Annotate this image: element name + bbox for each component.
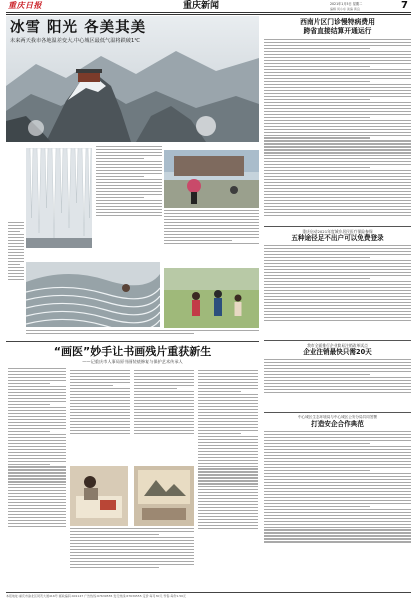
right-story-4-kicker: 中心城区生态环境局与中心城区公安分局共同签署 bbox=[297, 415, 378, 419]
right-story-3-headline: 企业注销最快只需20天 bbox=[303, 348, 372, 356]
caption-photos bbox=[26, 330, 259, 340]
right-story-4-body bbox=[264, 431, 411, 589]
paper-logo: 重庆日报 bbox=[8, 1, 42, 10]
icicle-photo bbox=[26, 148, 92, 248]
right-divider-3 bbox=[264, 412, 411, 413]
right-story-2-headline: 五种途径足不出户可以免费登录 bbox=[291, 234, 384, 242]
footer-rule bbox=[6, 592, 411, 593]
right-story-4 bbox=[264, 415, 411, 591]
footer-text: 本报地址:重庆市渝北区同茂大道416号 邮政编码:401147 广告热线:67639555 发行热线:67639555 定价:每月30元 零售:每份1.50元 bbox=[6, 593, 187, 598]
feature-col-2 bbox=[70, 370, 130, 462]
feature-header bbox=[6, 345, 259, 365]
family-photo bbox=[164, 268, 259, 328]
lead-headline-block bbox=[10, 20, 250, 45]
right-story-1-headline-line1: 西南片区门诊慢特病费用 bbox=[300, 18, 375, 26]
feature-headline: “画医”妙手让书画残片重获新生 bbox=[53, 345, 212, 358]
restorer-photo-2 bbox=[134, 466, 194, 526]
issue-date: 2021年1月5日 星期二 bbox=[330, 2, 363, 6]
feature-col-3 bbox=[134, 370, 194, 462]
masthead bbox=[0, 0, 417, 12]
right-story-2-kicker: 重庆启动2021年度城乡居民医疗保险参保 bbox=[302, 229, 373, 234]
lead-subhead: 未来两天我市各地温差变大,中心城区最低气温将跌破1℃ bbox=[10, 38, 141, 44]
page-number: 7 bbox=[401, 0, 408, 11]
right-divider-2 bbox=[264, 340, 411, 341]
caption-middle bbox=[164, 210, 259, 265]
caption-left bbox=[8, 222, 24, 318]
right-story-3-body bbox=[264, 359, 411, 407]
lead-body-col bbox=[96, 146, 162, 226]
feature-photo-caption bbox=[70, 528, 194, 588]
right-story-3-kicker: 我市全面推行企业简易注销改革试点 bbox=[307, 343, 368, 348]
feature-divider bbox=[6, 341, 259, 342]
right-story-1 bbox=[264, 18, 411, 224]
right-story-2 bbox=[264, 229, 411, 337]
lead-headline: 冰雪 阳光 各美其美 bbox=[10, 20, 147, 36]
right-story-1-body bbox=[264, 39, 411, 225]
feature-col-1 bbox=[8, 368, 66, 590]
masthead-rule-thin bbox=[6, 14, 411, 15]
right-story-4-headline: 打造安企合作典范 bbox=[311, 420, 364, 428]
feature-subhead: ——记重庆市人事局原书画装裱修复与保护艺术传承人 bbox=[82, 359, 183, 364]
editor-line: 编辑 何小东 美编 黄良 bbox=[330, 6, 360, 11]
right-story-3 bbox=[264, 343, 411, 409]
cablecar-photo bbox=[164, 150, 259, 208]
right-story-2-body bbox=[264, 245, 411, 335]
right-divider-1 bbox=[264, 226, 411, 227]
terrace-photo bbox=[26, 262, 160, 327]
section-title: 重庆新闻 bbox=[183, 1, 220, 11]
restorer-photo-1 bbox=[70, 466, 128, 526]
right-story-1-headline-line2: 跨省直接结算开通运行 bbox=[303, 27, 372, 35]
feature-col-4 bbox=[198, 370, 258, 592]
